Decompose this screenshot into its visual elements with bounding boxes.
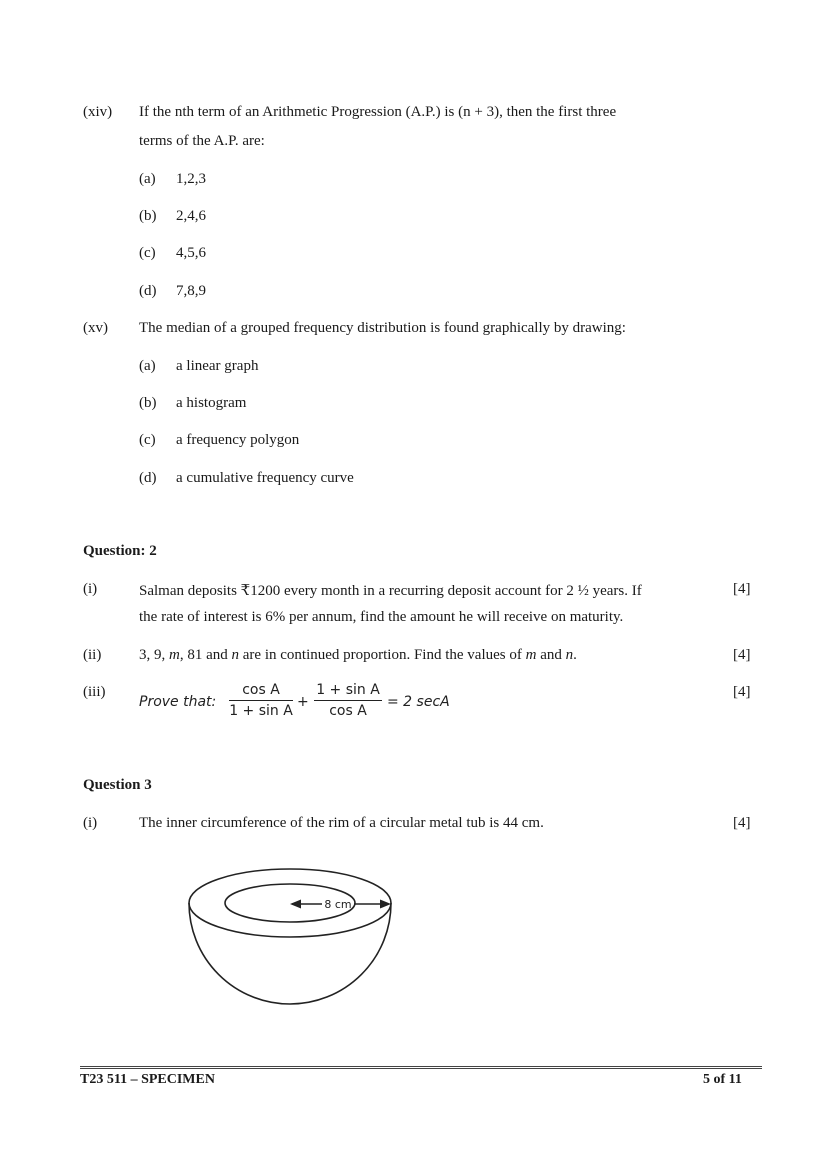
q14-option-c-label: (c) [139, 245, 156, 261]
q14-option-d-label: (d) [139, 283, 157, 299]
tub-bowl-outline [189, 903, 391, 1004]
q15-stem: The median of a grouped frequency distribution is found graphically by drawing: [139, 320, 626, 336]
q2-part-iii-number: (iii) [83, 684, 106, 700]
q15-number: (xv) [83, 320, 108, 336]
q14-option-d-text: 7,8,9 [176, 283, 206, 299]
arrow-right-head [380, 900, 391, 909]
arrow-left-head [290, 900, 301, 909]
q2-part-ii-text: 3, 9, m, 81 and n are in continued proportion. Find the values of m and n. [139, 647, 577, 663]
tub-outer-rim [189, 869, 391, 937]
hemisphere-tub-figure [180, 865, 400, 1035]
footer-divider-top [80, 1066, 762, 1067]
q15-option-d-text: a cumulative frequency curve [176, 470, 354, 486]
q14-number: (xiv) [83, 104, 113, 120]
fraction-1-denominator: 1 + sin A [229, 703, 293, 719]
q2-part-i-number: (i) [83, 581, 98, 597]
footer-exam-code: T23 511 – SPECIMEN [80, 1072, 215, 1087]
q2-part-ii-number: (ii) [83, 647, 102, 663]
q15-option-b-text: a histogram [176, 395, 247, 411]
q2-part-iii-marks: [4] [733, 684, 751, 700]
radius-label: 8 cm [324, 898, 352, 911]
q14-option-b-text: 2,4,6 [176, 208, 206, 224]
plus-sign: + [297, 694, 309, 710]
q15-option-c-text: a frequency polygon [176, 432, 300, 448]
q2-part-i-marks: [4] [733, 581, 751, 597]
q14-option-a-label: (a) [139, 171, 156, 187]
q14-option-a-text: 1,2,3 [176, 171, 206, 187]
equation-rhs: = 2 secA [387, 694, 450, 710]
q15-option-b-label: (b) [139, 395, 157, 411]
q14-stem-line1: If the nth term of an Arithmetic Progression (A.P.) is (n + 3), then the first three [139, 104, 617, 120]
fraction-2 [314, 682, 382, 719]
question3-heading: Question 3 [83, 777, 152, 793]
fraction-2-denominator: cos A [329, 703, 367, 719]
q15-option-a-text: a linear graph [176, 358, 259, 374]
fraction-2-numerator: 1 + sin A [316, 682, 380, 698]
footer-page-number: 5 of 11 [703, 1072, 742, 1087]
q3-part-i-marks: [4] [733, 815, 751, 831]
prove-that-label: Prove that: [139, 694, 217, 710]
q3-part-i-text: The inner circumference of the rim of a circular metal tub is 44 cm. [139, 815, 544, 831]
q3-part-i-number: (i) [83, 815, 98, 831]
q14-option-c-text: 4,5,6 [176, 245, 206, 261]
fraction-1-numerator: cos A [242, 682, 280, 698]
q2-part-ii-marks: [4] [733, 647, 751, 663]
q15-option-a-label: (a) [139, 358, 156, 374]
q2-part-i-line2: the rate of interest is 6% per annum, find the amount he will receive on maturity. [139, 609, 624, 625]
fraction-1 [229, 682, 293, 719]
question2-heading: Question: 2 [83, 543, 157, 559]
q14-stem-line2: terms of the A.P. are: [139, 133, 265, 149]
q15-option-d-label: (d) [139, 470, 157, 486]
footer-divider-bottom [80, 1068, 762, 1069]
q14-option-b-label: (b) [139, 208, 157, 224]
q15-option-c-label: (c) [139, 432, 156, 448]
q2-part-i-line1: Salman deposits ₹1200 every month in a recurring deposit account for 2 ½ years. If [139, 583, 642, 599]
